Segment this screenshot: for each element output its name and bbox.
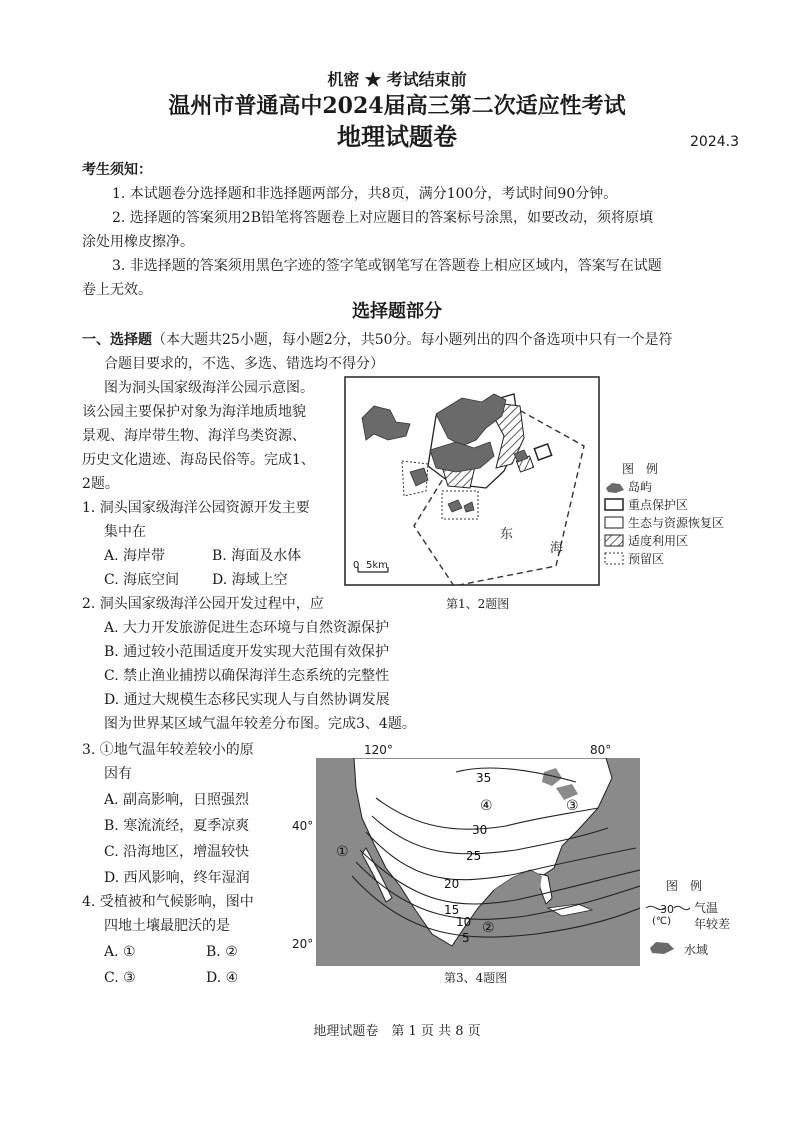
intro-text: 历史文化遗迹、海岛民俗等。完成1、 [82, 452, 315, 468]
q4-option-c: C. ③ [104, 970, 136, 986]
question-3-stem: 3. ①地气温年较差较小的原 [82, 742, 254, 758]
legend-key-protection [604, 496, 754, 514]
q1-option-a: A. 海岸带 [104, 548, 166, 564]
marine-park-map [344, 376, 600, 586]
intro-text: 图为世界某区域气温年较差分布图。完成3、4题。 [104, 716, 416, 732]
legend-reserved [604, 550, 754, 568]
legend-moderate-use-label: 适度利用区 [628, 534, 689, 548]
map2-legend-title: 图 例 [666, 879, 703, 893]
map1-legend [604, 460, 754, 568]
question-1-stem: 1. 洞头国家级海洋公园资源开发主要 [82, 500, 310, 516]
map2-caption: 第3、4题图 [444, 971, 508, 985]
notice-item: 2. 选择题的答案须用2B铅笔将答题卷上对应题目的答案标号涂黑，如要改动，须将原填 [112, 210, 654, 226]
legend-water-label: 水域 [684, 943, 709, 957]
part-title: 一、选择题 [82, 332, 152, 348]
legend-isoline-value: 30 [660, 903, 674, 916]
question-2-stem: 2. 洞头国家级海洋公园开发过程中，应 [82, 596, 324, 612]
notice-item: 涂处用橡皮擦净。 [82, 234, 194, 250]
q1-option-d: D. 海域上空 [212, 572, 288, 588]
legend-key-protection-label: 重点保护区 [628, 498, 689, 512]
legend-island [604, 478, 754, 496]
intro-text: 景观、海岸带生物、海洋鸟类资源、 [82, 428, 306, 444]
notice-item: 1. 本试题卷分选择题和非选择题两部分，共8页，满分100分，考试时间90分钟。 [112, 186, 618, 202]
isoline-label: 5 [462, 931, 470, 945]
intro-text: 该公园主要保护对象为海洋地质地貌 [82, 404, 306, 420]
exam-title: 温州市普通高中2024届高三第二次适应性考试 [168, 93, 626, 119]
part-heading [82, 330, 673, 350]
sea-label-east: 东 [500, 527, 514, 542]
isoline-label: 10 [456, 915, 472, 929]
longitude-80: 80° [590, 743, 612, 757]
legend-isoline-label2: 年较差 [694, 917, 731, 931]
q2-option-c: C. 禁止渔业捕捞以确保海洋生态系统的完整性 [104, 668, 390, 684]
legend-restoration [604, 514, 754, 532]
point-2: ② [482, 920, 495, 936]
isoline-label: 35 [476, 771, 492, 785]
notice-heading: 考生须知： [82, 162, 152, 178]
scale-distance: 5km [366, 560, 388, 571]
part-description: （本大题共25小题，每小题2分，共50分。每小题列出的四个备选项中只有一个是符 [152, 332, 673, 348]
point-4: ④ [480, 798, 493, 814]
q2-option-b: B. 通过较小范围适度开发实现大范围有效保护 [104, 644, 390, 660]
q2-option-d: D. 通过大规模生态移民实现人与自然协调发展 [104, 692, 390, 708]
latitude-40: 40° [292, 819, 314, 833]
point-3: ③ [566, 798, 579, 814]
part-description-cont: 合题目要求的，不选、多选、错选均不得分） [104, 356, 384, 372]
legend-restoration-label: 生态与资源恢复区 [628, 516, 725, 530]
question-4-stem-cont: 四地土壤最肥沃的是 [104, 918, 230, 934]
legend-isoline-label1: 气温 [694, 901, 719, 915]
notice-item: 3. 非选择题的答案须用黑色字迹的签字笔或钢笔写在答题卷上相应区域内，答案写在试题 [112, 258, 662, 274]
isoline-label: 25 [466, 849, 482, 863]
q3-option-d: D. 西风影响，终年湿润 [104, 870, 250, 886]
page-footer: 地理试题卷 第 1 页 共 8 页 [313, 1024, 481, 1039]
q4-option-b: B. ② [206, 944, 238, 960]
legend-title: 图 例 [622, 462, 659, 476]
q1-option-c: C. 海底空间 [104, 572, 180, 588]
isoline-label: 15 [444, 903, 460, 917]
q3-option-c: C. 沿海地区，增温较快 [104, 844, 250, 860]
point-1: ① [336, 844, 349, 860]
legend-moderate-use [604, 532, 754, 550]
q2-option-a: A. 大力开发旅游促进生态环境与自然资源保护 [104, 620, 390, 636]
isoline-label: 20 [444, 877, 460, 891]
question-3-stem-cont: 因有 [104, 766, 132, 782]
temperature-range-map [316, 758, 640, 966]
q4-option-a: A. ① [104, 944, 136, 960]
exam-date: 2024.3 [690, 134, 739, 150]
sea-label-sea: 海 [550, 541, 564, 556]
intro-text: 图为洞头国家级海洋公园示意图。 [104, 380, 314, 396]
longitude-120: 120° [364, 743, 393, 757]
question-1-stem-cont: 集中在 [104, 524, 146, 540]
legend-isoline-unit: (℃) [652, 916, 672, 927]
notice-item: 卷上无效。 [82, 282, 152, 298]
legend-island-label: 岛屿 [628, 480, 653, 494]
q3-option-b: B. 寒流流经，夏季凉爽 [104, 818, 250, 834]
latitude-20: 20° [292, 937, 314, 951]
intro-text: 2题。 [82, 476, 119, 492]
scale-zero: 0 [353, 560, 360, 571]
legend-water-icon [648, 940, 676, 956]
section-title: 选择题部分 [352, 301, 442, 322]
map1-caption: 第1、2题图 [446, 597, 510, 611]
question-4-stem: 4. 受植被和气候影响，图中 [82, 894, 254, 910]
q4-option-d: D. ④ [206, 970, 239, 986]
paper-title: 地理试题卷 [337, 122, 457, 151]
isoline-label: 30 [472, 823, 488, 837]
confidential-label: 机密 ★ 考试结束前 [327, 70, 467, 89]
q1-option-b: B. 海面及水体 [212, 548, 302, 564]
q3-option-a: A. 副高影响，日照强烈 [104, 792, 250, 808]
legend-reserved-label: 预留区 [628, 552, 665, 566]
